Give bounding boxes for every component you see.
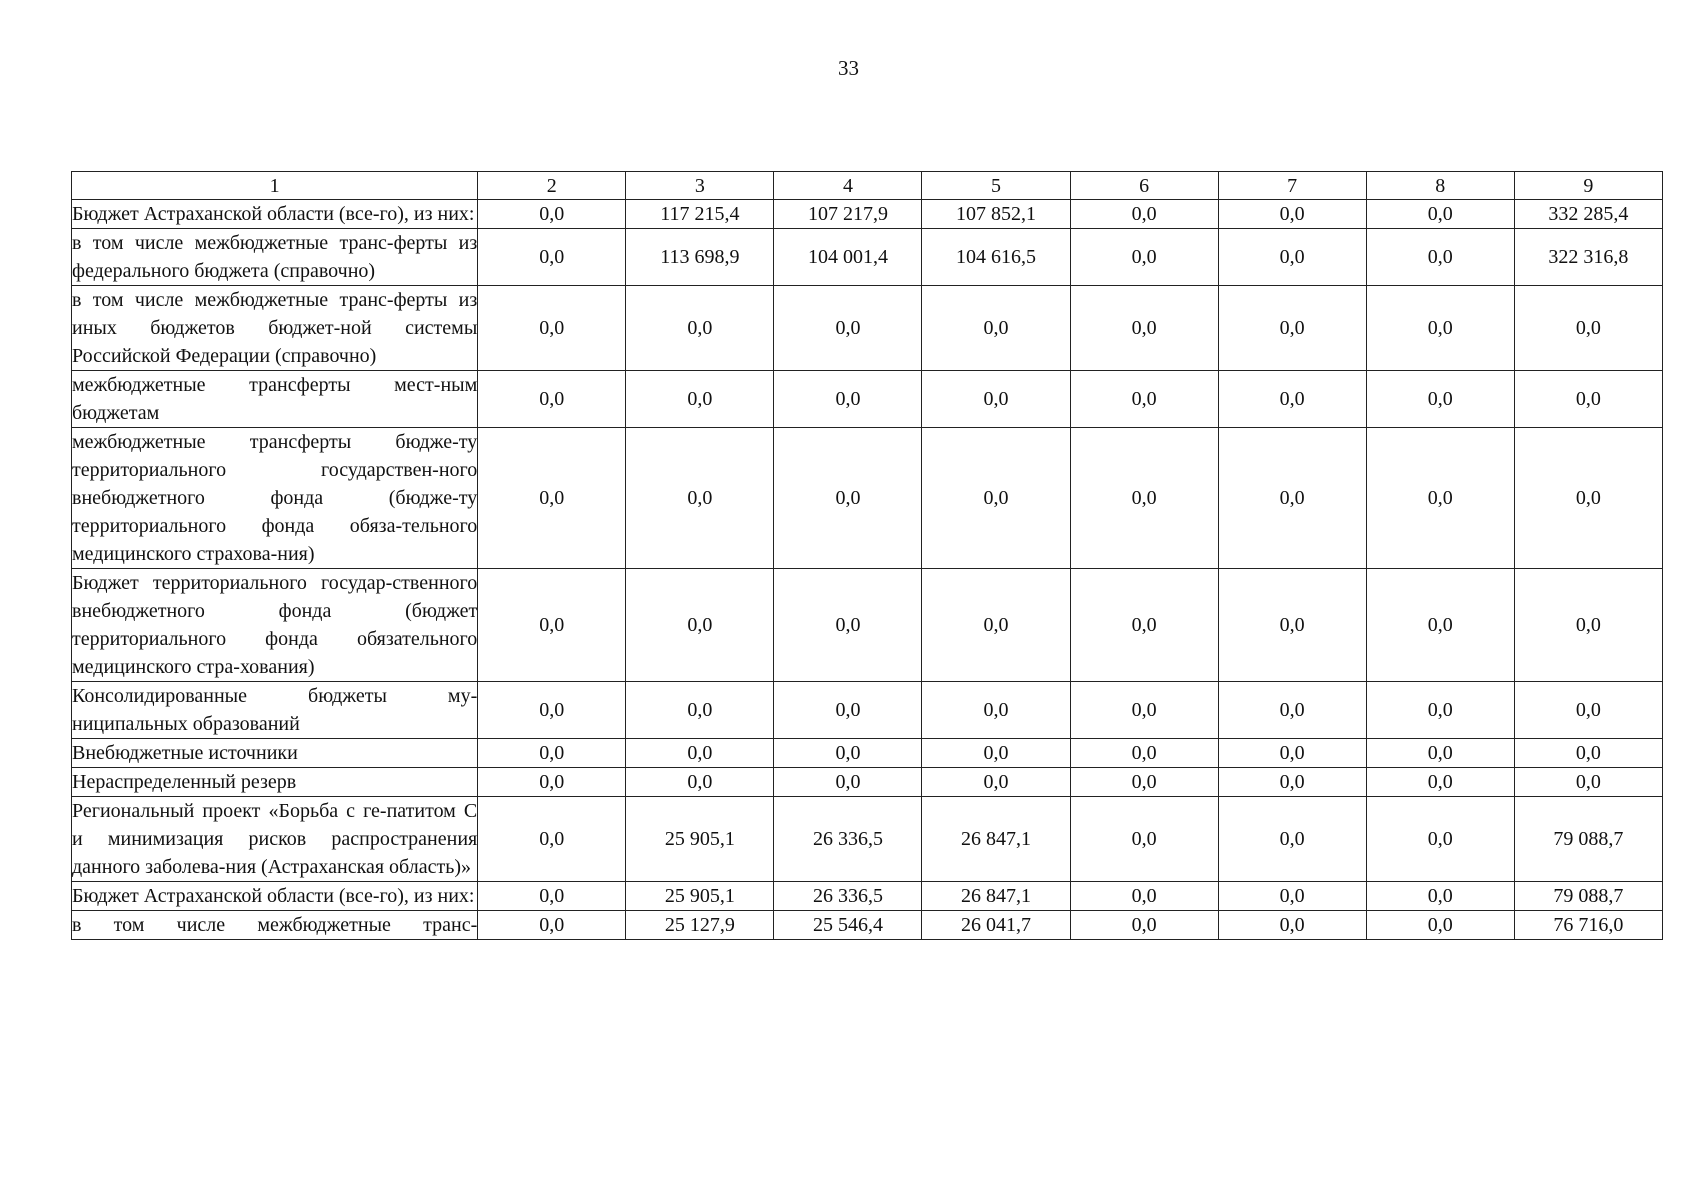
row-label: Региональный проект «Борьба с ге-патитом С и минимизация рисков распространения данного заболева-ния (Астраханская область)» [72, 797, 478, 882]
value-cell: 0,0 [1070, 911, 1218, 940]
value-cell: 0,0 [478, 286, 626, 371]
column-header: 7 [1218, 172, 1366, 200]
table-row [72, 428, 1663, 569]
value-cell: 0,0 [1366, 797, 1514, 882]
value-cell: 25 905,1 [626, 882, 774, 911]
value-cell: 0,0 [922, 371, 1070, 428]
value-cell: 322 316,8 [1514, 229, 1662, 286]
value-cell: 0,0 [1070, 286, 1218, 371]
value-cell: 0,0 [1366, 428, 1514, 569]
value-cell: 0,0 [1366, 768, 1514, 797]
column-header: 3 [626, 172, 774, 200]
value-cell: 0,0 [1366, 286, 1514, 371]
header-row [72, 172, 1663, 200]
value-cell: 0,0 [1218, 229, 1366, 286]
value-cell: 79 088,7 [1514, 882, 1662, 911]
value-cell: 0,0 [1070, 200, 1218, 229]
table-row [72, 569, 1663, 682]
value-cell: 0,0 [478, 768, 626, 797]
value-cell: 26 336,5 [774, 882, 922, 911]
row-label: Бюджет территориального государ-ственного внебюджетного фонда (бюджет территориального фонда обязательного медицинского стра-хования) [72, 569, 478, 682]
table-row [72, 286, 1663, 371]
value-cell: 0,0 [922, 569, 1070, 682]
value-cell: 0,0 [774, 569, 922, 682]
value-cell: 79 088,7 [1514, 797, 1662, 882]
value-cell: 0,0 [626, 768, 774, 797]
value-cell: 25 546,4 [774, 911, 922, 940]
value-cell: 0,0 [1366, 371, 1514, 428]
value-cell: 0,0 [1514, 682, 1662, 739]
value-cell: 0,0 [774, 739, 922, 768]
value-cell: 0,0 [1218, 911, 1366, 940]
value-cell: 26 336,5 [774, 797, 922, 882]
value-cell: 0,0 [1366, 200, 1514, 229]
table-row [72, 371, 1663, 428]
value-cell: 0,0 [1366, 229, 1514, 286]
table-body [72, 200, 1663, 940]
row-label: Внебюджетные источники [72, 739, 478, 768]
value-cell: 76 716,0 [1514, 911, 1662, 940]
value-cell: 0,0 [1070, 371, 1218, 428]
value-cell: 0,0 [1218, 882, 1366, 911]
value-cell: 0,0 [774, 286, 922, 371]
value-cell: 26 041,7 [922, 911, 1070, 940]
row-label: в том числе межбюджетные транс-ферты из иных бюджетов бюджет-ной системы Российской Федерации (справочно) [72, 286, 478, 371]
table-row [72, 200, 1663, 229]
page-number: 33 [838, 56, 859, 80]
column-header: 8 [1366, 172, 1514, 200]
column-header: 5 [922, 172, 1070, 200]
value-cell: 104 616,5 [922, 229, 1070, 286]
value-cell: 0,0 [1070, 229, 1218, 286]
value-cell: 0,0 [922, 682, 1070, 739]
value-cell: 0,0 [1070, 428, 1218, 569]
value-cell: 0,0 [1218, 286, 1366, 371]
value-cell: 0,0 [922, 768, 1070, 797]
value-cell: 0,0 [478, 200, 626, 229]
value-cell: 0,0 [1070, 882, 1218, 911]
table-row [72, 797, 1663, 882]
value-cell: 0,0 [478, 428, 626, 569]
value-cell: 113 698,9 [626, 229, 774, 286]
value-cell: 0,0 [1070, 569, 1218, 682]
value-cell: 0,0 [1366, 682, 1514, 739]
row-label: Бюджет Астраханской области (все-го), из них: [72, 200, 478, 229]
value-cell: 107 217,9 [774, 200, 922, 229]
table-row [72, 229, 1663, 286]
value-cell: 0,0 [922, 739, 1070, 768]
value-cell: 0,0 [626, 739, 774, 768]
value-cell: 0,0 [626, 428, 774, 569]
value-cell: 26 847,1 [922, 882, 1070, 911]
value-cell: 0,0 [626, 371, 774, 428]
value-cell: 0,0 [1070, 739, 1218, 768]
value-cell: 0,0 [478, 569, 626, 682]
value-cell: 104 001,4 [774, 229, 922, 286]
row-label: Нераспределенный резерв [72, 768, 478, 797]
table-row [72, 882, 1663, 911]
value-cell: 0,0 [478, 882, 626, 911]
value-cell: 0,0 [774, 428, 922, 569]
table-row [72, 739, 1663, 768]
value-cell: 0,0 [1366, 739, 1514, 768]
value-cell: 0,0 [1218, 768, 1366, 797]
value-cell: 0,0 [478, 682, 626, 739]
value-cell: 0,0 [478, 229, 626, 286]
value-cell: 26 847,1 [922, 797, 1070, 882]
value-cell: 0,0 [774, 682, 922, 739]
table-row [72, 911, 1663, 940]
row-label: межбюджетные трансферты бюдже-ту территориального государствен-ного внебюджетного фонда (бюдже-ту территориального фонда обяза-тельного медицинского страхова-ния) [72, 428, 478, 569]
value-cell: 0,0 [478, 911, 626, 940]
row-label: межбюджетные трансферты мест-ным бюджетам [72, 371, 478, 428]
value-cell: 0,0 [478, 371, 626, 428]
column-header: 2 [478, 172, 626, 200]
value-cell: 0,0 [774, 371, 922, 428]
column-header: 6 [1070, 172, 1218, 200]
value-cell: 0,0 [1070, 797, 1218, 882]
value-cell: 0,0 [1218, 797, 1366, 882]
value-cell: 0,0 [626, 569, 774, 682]
row-label: в том числе межбюджетные транс-ферты из федерального бюджета (справочно) [72, 229, 478, 286]
value-cell: 25 905,1 [626, 797, 774, 882]
row-label: Бюджет Астраханской области (все-го), из них: [72, 882, 478, 911]
value-cell: 0,0 [1070, 682, 1218, 739]
value-cell: 0,0 [626, 286, 774, 371]
value-cell: 0,0 [1218, 682, 1366, 739]
row-label: в том числе межбюджетные транс- [72, 911, 478, 940]
column-header: 1 [72, 172, 478, 200]
column-header: 4 [774, 172, 922, 200]
value-cell: 0,0 [1514, 768, 1662, 797]
value-cell: 332 285,4 [1514, 200, 1662, 229]
value-cell: 0,0 [626, 682, 774, 739]
value-cell: 0,0 [478, 797, 626, 882]
value-cell: 0,0 [1366, 911, 1514, 940]
value-cell: 0,0 [774, 768, 922, 797]
value-cell: 0,0 [1218, 371, 1366, 428]
value-cell: 117 215,4 [626, 200, 774, 229]
value-cell: 0,0 [1218, 739, 1366, 768]
value-cell: 0,0 [1366, 569, 1514, 682]
value-cell: 0,0 [922, 428, 1070, 569]
value-cell: 0,0 [1218, 569, 1366, 682]
value-cell: 0,0 [1514, 428, 1662, 569]
table-row [72, 768, 1663, 797]
value-cell: 25 127,9 [626, 911, 774, 940]
value-cell: 0,0 [1514, 739, 1662, 768]
value-cell: 0,0 [1218, 428, 1366, 569]
value-cell: 0,0 [1218, 200, 1366, 229]
value-cell: 107 852,1 [922, 200, 1070, 229]
budget-table [71, 171, 1663, 940]
column-header: 9 [1514, 172, 1662, 200]
row-label: Консолидированные бюджеты му-ниципальных образований [72, 682, 478, 739]
table-row [72, 682, 1663, 739]
value-cell: 0,0 [922, 286, 1070, 371]
value-cell: 0,0 [1070, 768, 1218, 797]
value-cell: 0,0 [1514, 286, 1662, 371]
value-cell: 0,0 [1514, 371, 1662, 428]
value-cell: 0,0 [1366, 882, 1514, 911]
value-cell: 0,0 [1514, 569, 1662, 682]
value-cell: 0,0 [478, 739, 626, 768]
